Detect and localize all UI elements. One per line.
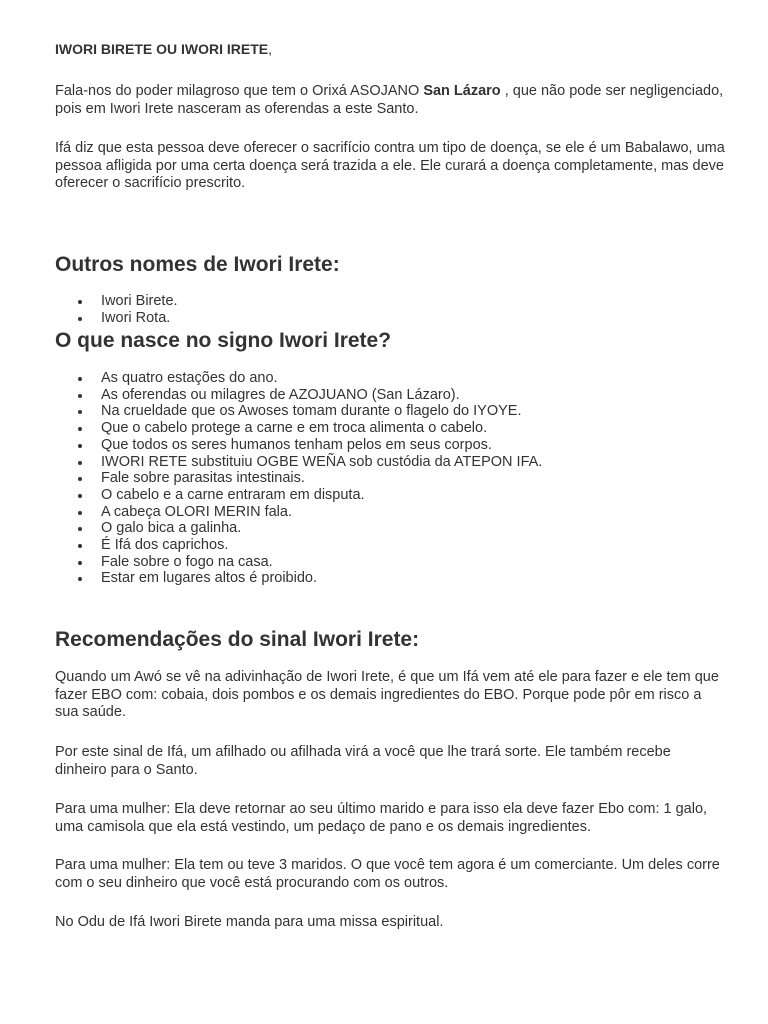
section-heading-what-is-born: O que nasce no signo Iwori Irete? xyxy=(55,329,392,352)
list-item: Iwori Rota. xyxy=(55,310,735,327)
list-item: O cabelo e a carne entraram em disputa. xyxy=(55,487,735,504)
title-text: IWORI BIRETE OU IWORI IRETE xyxy=(55,41,269,57)
recommendation-paragraph: Para uma mulher: Ela deve retornar ao seu último marido e para isso ela deve fazer Ebo com: 1 galo, uma camisola que ela está vestindo, um pedaço de pano e os demais ingredientes. xyxy=(55,801,708,835)
recommendation-paragraph: Para uma mulher: Ela tem ou teve 3 maridos. O que você tem agora é um comerciante. Um deles corre com o seu dinheiro que você está procurando com os outros. xyxy=(55,857,720,891)
intro-paragraph xyxy=(55,83,725,118)
intro-text-after: , que não pode ser negligenciado, pois em Iwori Irete nasceram as oferendas a este Santo. xyxy=(55,83,724,117)
document-title xyxy=(55,41,725,59)
list-item: As quatro estações do ano. xyxy=(55,370,735,387)
section-heading-other-names: Outros nomes de Iwori Irete: xyxy=(55,253,340,276)
list-item: O galo bica a galinha. xyxy=(55,520,735,537)
intro-text-before: Fala-nos do poder milagroso que tem o Orixá ASOJANO xyxy=(55,83,424,99)
list-item: IWORI RETE substituiu OGBE WEÑA sob custódia da ATEPON IFA. xyxy=(55,454,735,471)
list-item: Na crueldade que os Awoses tomam durante o flagelo do IYOYE. xyxy=(55,403,735,420)
list-item: Que o cabelo protege a carne e em troca alimenta o cabelo. xyxy=(55,420,735,437)
list-item: Fale sobre parasitas intestinais. xyxy=(55,470,735,487)
what-is-born-list xyxy=(55,370,735,587)
section-heading-recommendations: Recomendações do sinal Iwori Irete: xyxy=(55,628,420,651)
other-names-list xyxy=(55,293,735,326)
sacrifice-paragraph: Ifá diz que esta pessoa deve oferecer o sacrifício contra um tipo de doença, se ele é um Babalawo, uma pessoa afligida por uma certa doença será trazida a ele. Ele curará a doença completamente, mas deve oferecer o sacrifício prescrito. xyxy=(55,140,725,191)
list-item: As oferendas ou milagres de AZOJUANO (San Lázaro). xyxy=(55,387,735,404)
list-item: Que todos os seres humanos tenham pelos em seus corpos. xyxy=(55,437,735,454)
recommendation-paragraph: Por este sinal de Ifá, um afilhado ou afilhada virá a você que lhe trará sorte. Ele também recebe dinheiro para o Santo. xyxy=(55,744,671,778)
recommendation-paragraph: No Odu de Ifá Iwori Birete manda para uma missa espiritual. xyxy=(55,914,444,930)
list-item: Iwori Birete. xyxy=(55,293,735,310)
recommendation-paragraph: Quando um Awó se vê na adivinhação de Iwori Irete, é que um Ifá vem até ele para fazer e ele tem que fazer EBO com: cobaia, dois pombos e os demais ingredientes do EBO. Porque pode pôr em risco a sua saúde. xyxy=(55,669,719,720)
list-item: É Ifá dos caprichos. xyxy=(55,537,735,554)
intro-text-bold: San Lázaro xyxy=(423,83,501,99)
title-suffix: , xyxy=(268,41,273,57)
list-item: Estar em lugares altos é proibido. xyxy=(55,570,735,587)
list-item: Fale sobre o fogo na casa. xyxy=(55,554,735,571)
list-item: A cabeça OLORI MERIN fala. xyxy=(55,504,735,521)
